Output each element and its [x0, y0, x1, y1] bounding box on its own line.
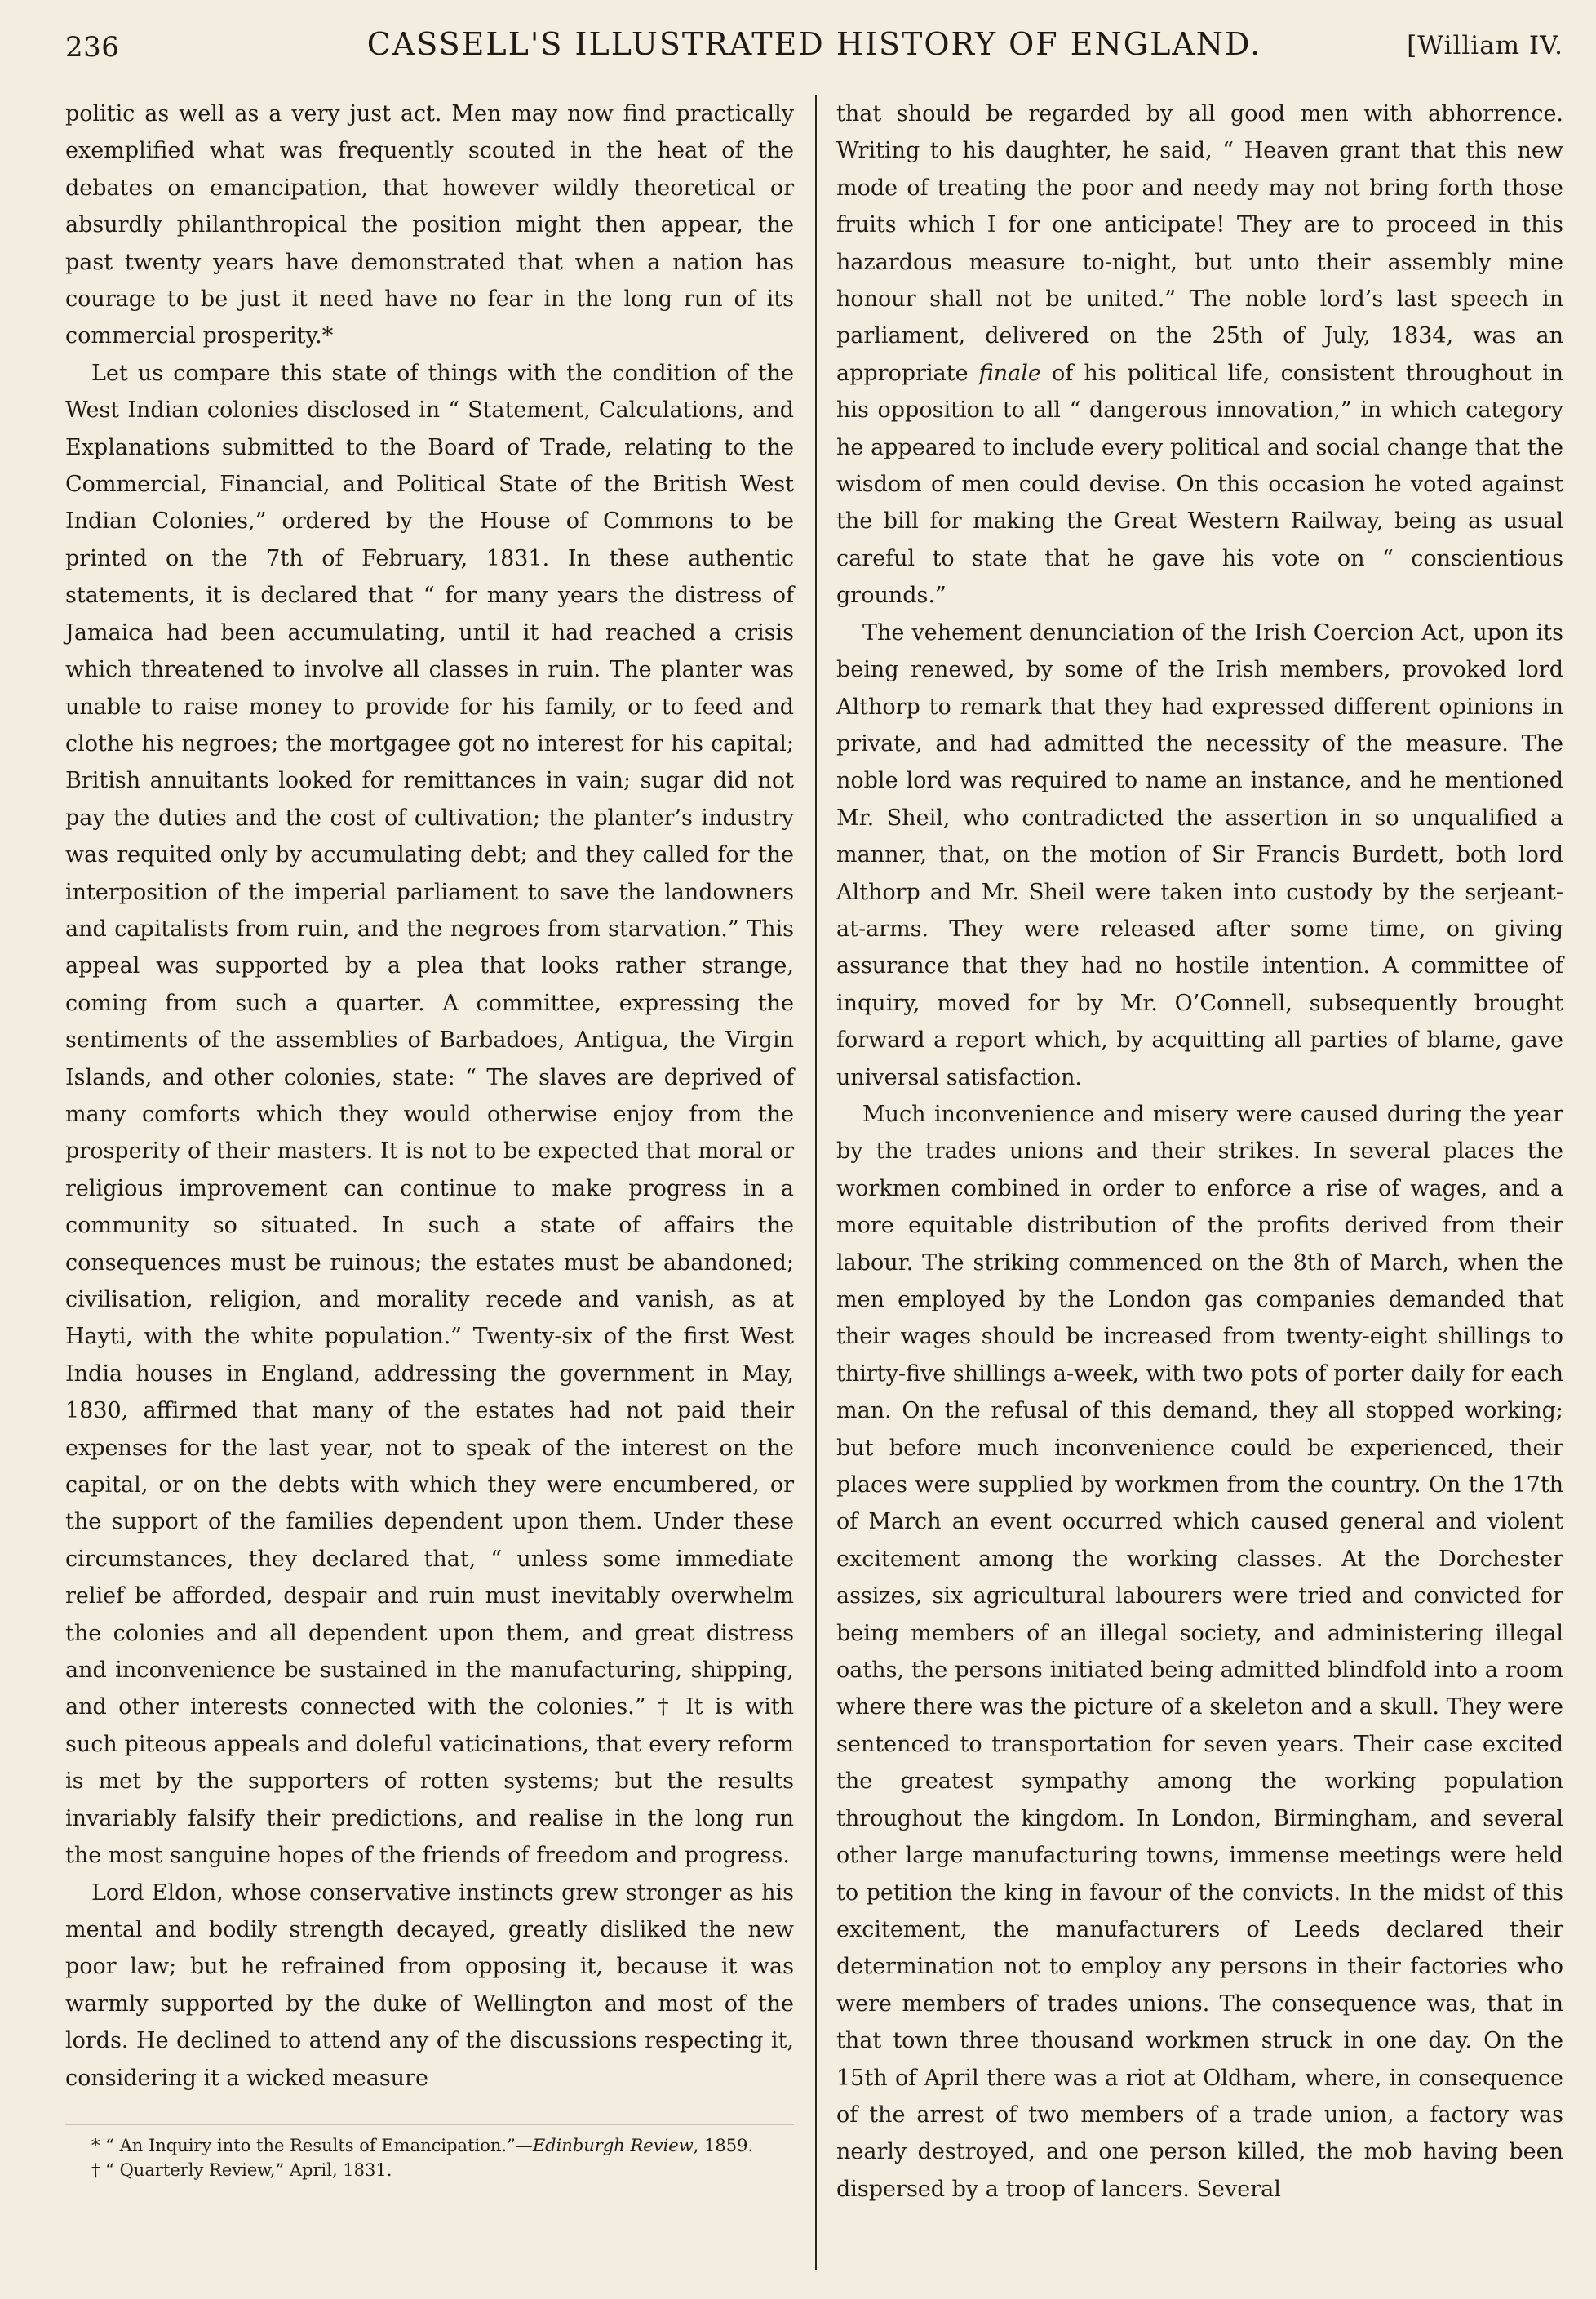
right-paragraph-1-italic: finale [978, 360, 1041, 386]
right-column [831, 95, 1563, 2270]
footnote-2: † “ Quarterly Review,” April, 1831. [91, 2159, 392, 2180]
right-paragraph-2: The vehement denunciation of the Irish Coercion Act, upon its being renewed, by some of the Irish members, provoked lord Althorp to remark that they had expressed different opinions in private, and had admitted the necessity of the measure. The noble lord was required to name an instance, and he mentioned Mr. Sheil, who contradicted the assertion in so unqualified a manner, that, on the motion of Sir Francis Burdett, both lord Althorp and Mr. Sheil were taken into custody by the serjeant-at-arms. They were released after some time, on giving assurance that they had no hostile intention. A committee of inquiry, moved for by Mr. O’Connell, subsequently brought forward a report which, by acquitting all parties of blame, gave universal satisfaction. [836, 619, 1563, 1090]
right-paragraph-1-text-b: of his political life, consistent throughout in his opposition to all “ dangerous innovation,” in which category he appeared to include every political and social change that the wisdom of men could devise. On this occasion he voted against the bill for making the Great Western Railway, being as usual careful to state that he gave his vote on “ conscientious grounds.” [836, 360, 1563, 609]
footnote-1-suffix: , 1859. [693, 2135, 754, 2155]
right-paragraph-1-text-a: that should be regarded by all good men with abhorrence. Writing to his daughter, he said, “ Heaven grant that this new mode of treating the poor and needy may not bring forth those fruits which I for one anticipate! They are to proceed in this hazardous measure to-night, but unto their assembly mine honour shall not be united.” The noble lord’s last speech in parliament, delivered on the 25th of July, 1834, was an appropriate [836, 101, 1563, 386]
footnotes [65, 2124, 794, 2182]
footnote-1-source: Edinburgh Review [532, 2135, 694, 2155]
reign-heading: [William IV. [1407, 31, 1563, 60]
column-rule [815, 95, 817, 2270]
left-paragraph-2: Let us compare this state of things with the condition of the West Indian colonies disclosed in “ Statement, Calculations, and Explanations submitted to the Board of Trade, relating to the Commercial, Financial, and Political State of the British West Indian Colonies,” ordered by the House of Commons to be printed on the 7th of February, 1831. In these authentic statements, it is declared that “ for many years the distress of Jamaica had been accumulating, until it had reached a crisis which threatened to involve all classes in ruin. The planter was unable to raise money to provide for his family, or to feed and clothe his negroes; the mortgagee got no interest for his capital; British annuitants looked for remittances in vain; sugar did not pay the duties and the cost of cultivation; the planter’s industry was requited only by accumulating debt; and they called for the interposition of the imperial parliament to save the landowners and capitalists from ruin, and the negroes from starvation.” This appeal was supported by a plea that looks rather strange, coming from such a quarter. A committee, expressing the sentiments of the assemblies of Barbadoes, Antigua, the Virgin Islands, and other colonies, state: “ The slaves are deprived of many comforts which they would otherwise enjoy from the prosperity of their masters. It is not to be expected that moral or religious improvement can continue to make progress in a community so situated. In such a state of affairs the consequences must be ruinous; the estates must be abandoned; civilisation, religion, and morality recede and vanish, as at Hayti, with the white population.” Twenty-six of the first West India houses in England, addressing the government in May, 1830, affirmed that many of the estates had not paid their expenses for the last year, not to speak of the interest on the capital, or on the debts with which they were encumbered, or the support of the families dependent upon them. Under these circumstances, they declared that, “ unless some immediate relief be afforded, despair and ruin must inevitably overwhelm the colonies and all dependent upon them, and great distress and inconvenience be sustained in the manufacturing, shipping, and other interests connected with the colonies.” † It is with such piteous appeals and doleful vaticinations, that every reform is met by the supporters of rotten systems; but the results invariably falsify their predictions, and realise in the long run the most sanguine hopes of the friends of freedom and progress. [65, 360, 794, 1869]
right-paragraph-3: Much inconvenience and misery were caused during the year by the trades unions and their strikes. In several places the workmen combined in order to enforce a rise of wages, and a more equitable distribution of the profits derived from their labour. The striking commenced on the 8th of March, when the men employed by the London gas companies demanded that their wages should be increased from twenty-eight shillings to thirty-five shillings a-week, with two pots of porter daily for each man. On the refusal of this demand, they all stopped working; but before much inconvenience could be experienced, their places were supplied by workmen from the country. On the 17th of March an event occurred which caused general and violent excitement among the working classes. At the Dorchester assizes, six agricultural labourers were tried and convicted for being members of an illegal society, and administering illegal oaths, the persons initiated being admitted blindfold into a room where there was the picture of a skeleton and a skull. They were sentenced to transportation for seven years. Their case excited the greatest sympathy among the working population throughout the kingdom. In London, Birmingham, and several other large manufacturing towns, immense meetings were held to petition the king in favour of the convicts. In the midst of this excitement, the manufacturers of Leeds declared their determination not to employ any persons in their factories who were members of trades unions. The consequence was, that in that town three thousand workmen struck in one day. On the 15th of April there was a riot at Oldham, where, in consequence of the arrest of two members of a trade union, a factory was nearly destroyed, and one person killed, the mob having been dispersed by a troop of lancers. Several [836, 1101, 1563, 2202]
left-column [65, 95, 797, 2270]
footnote-1 [65, 2133, 794, 2158]
left-paragraph-3: Lord Eldon, whose conservative instincts grew stronger as his mental and bodily strength decayed, greatly disliked the new poor law; but he refrained from opposing it, because it was warmly supported by the duke of Wellington and most of the lords. He declined to attend any of the discussions respecting it, considering it a wicked measure [65, 1880, 794, 2091]
footnote-1-prefix: * “ An Inquiry into the Results of Emancipation.”— [91, 2135, 533, 2155]
page-number: 236 [65, 31, 120, 64]
two-column-text [65, 95, 1563, 2270]
running-title: CASSELL'S ILLUSTRATED HISTORY OF ENGLAND. [366, 26, 1262, 62]
right-paragraph-1 [836, 95, 1563, 615]
left-paragraph-1: politic as well as a very just act. Men may now find practically exemplified what was frequently scouted in the heat of the debates on emancipation, that however wildly theoretical or absurdly philanthropical the position might then appear, the past twenty years have demonstrated that when a nation has courage to be just it need have no fear in the long run of its commercial prosperity.* [65, 101, 794, 349]
page-header [65, 26, 1563, 82]
